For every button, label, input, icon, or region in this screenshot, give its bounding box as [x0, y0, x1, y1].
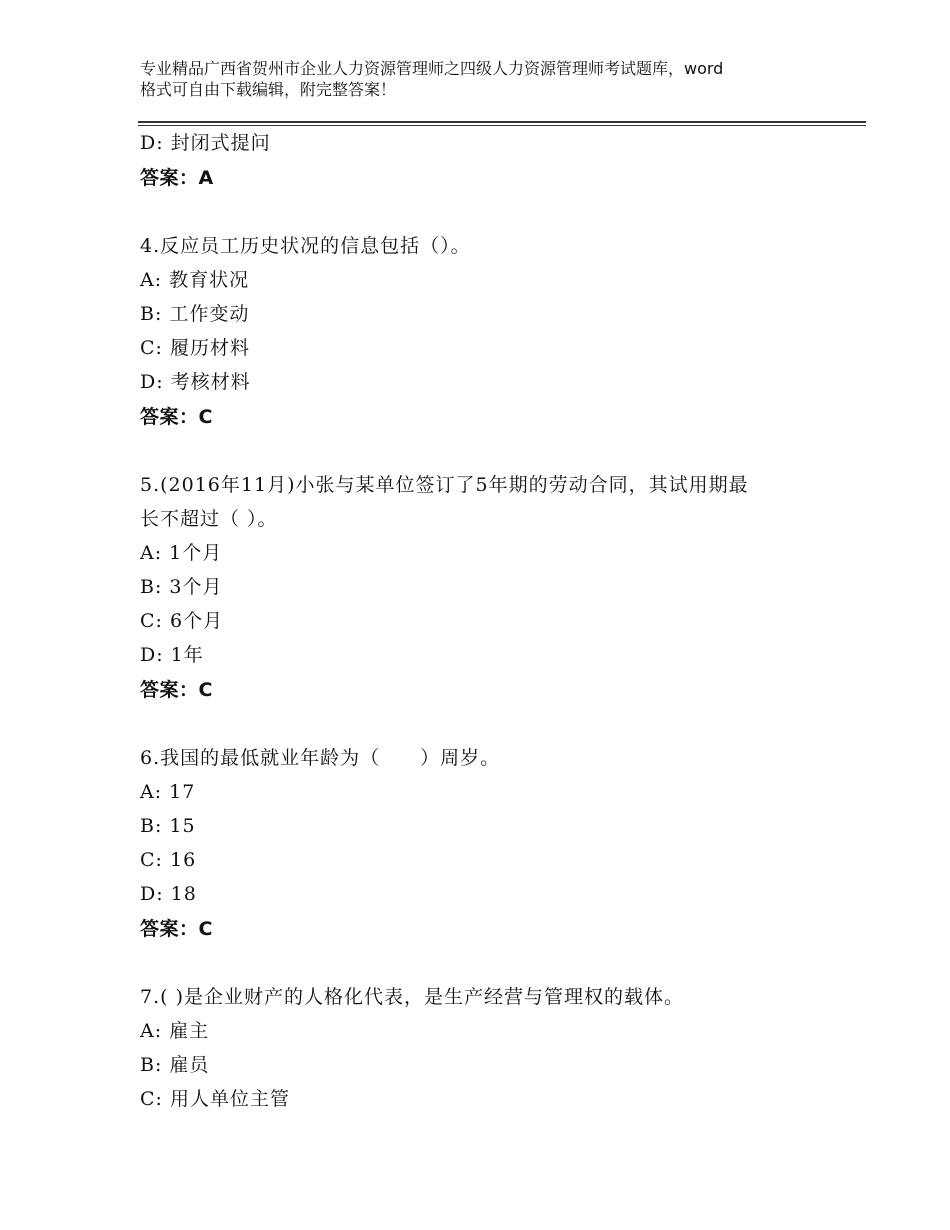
q6-answer: 答案：C: [140, 918, 213, 940]
q4-option-b: B: 工作变动: [140, 303, 250, 325]
header-divider-thick: [138, 121, 866, 123]
q5-stem-line-1: 5.(2016年11月)小张与某单位签订了5年期的劳动合同，其试用期最: [140, 474, 749, 496]
q6-option-c: C: 16: [140, 849, 197, 871]
header-title-line-2: 格式可自由下载编辑，附完整答案！: [140, 80, 397, 99]
header-title-line-1: 专业精品广西省贺州市企业人力资源管理师之四级人力资源管理师考试题库，word: [140, 59, 724, 78]
q4-option-d: D: 考核材料: [140, 371, 251, 393]
q6-option-b: B: 15: [140, 815, 196, 837]
q4-option-a: A: 教育状况: [140, 269, 250, 291]
q5-option-b: B: 3个月: [140, 576, 223, 598]
q5-stem-line-2: 长不超过（ ）。: [140, 508, 278, 530]
header-divider-thin: [138, 125, 866, 126]
q3-option-d: D: 封闭式提问: [140, 132, 271, 154]
q4-stem: 4.反应员工历史状况的信息包括（）。: [140, 235, 471, 257]
q5-option-a: A: 1个月: [140, 542, 223, 564]
document-header: [140, 58, 830, 100]
q7-option-a: A: 雇主: [140, 1020, 210, 1042]
q5-option-d: D: 1年: [140, 644, 204, 666]
q7-option-c: C: 用人单位主管: [140, 1088, 290, 1110]
q4-answer: 答案：C: [140, 406, 213, 428]
q4-option-c: C: 履历材料: [140, 337, 250, 359]
q3-answer: 答案：A: [140, 167, 214, 189]
q6-option-d: D: 18: [140, 883, 197, 905]
q6-option-a: A: 17: [140, 781, 196, 803]
q5-answer: 答案：C: [140, 679, 213, 701]
q7-option-b: B: 雇员: [140, 1054, 210, 1076]
q6-stem: 6.我国的最低就业年龄为（ ）周岁。: [140, 747, 501, 769]
q5-option-c: C: 6个月: [140, 610, 224, 632]
q7-stem: 7.( )是企业财产的人格化代表，是生产经营与管理权的载体。: [140, 986, 684, 1008]
